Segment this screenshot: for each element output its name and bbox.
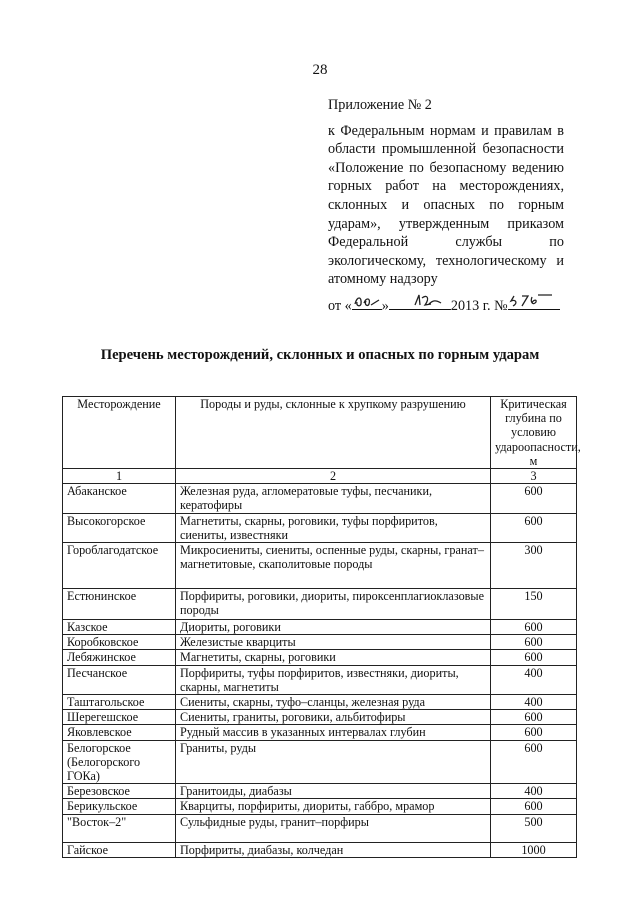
deposit-cell: Белогорское (Белогорского ГОКа): [63, 740, 176, 784]
depth-cell: 600: [491, 635, 577, 650]
rocks-cell: Сульфидные руды, гранит–порфиры: [176, 814, 491, 842]
depth-cell: 1000: [491, 842, 577, 857]
page-number: 28: [312, 62, 328, 78]
table-row: [63, 710, 577, 725]
handwritten-month: [389, 292, 451, 308]
depth-cell: 600: [491, 740, 577, 784]
rocks-cell: Порфириты, диабазы, колчедан: [176, 842, 491, 857]
depth-cell: 400: [491, 695, 577, 710]
table-row: [63, 589, 577, 620]
rocks-cell: Диориты, роговики: [176, 620, 491, 635]
depth-cell: 600: [491, 620, 577, 635]
rocks-cell: Железистые кварциты: [176, 635, 491, 650]
rocks-cell: Граниты, руды: [176, 740, 491, 784]
deposit-cell: Таштагольское: [63, 695, 176, 710]
deposit-cell: Берикульское: [63, 799, 176, 814]
header-depth: Критическая глубина по условию удароопасности, м: [491, 397, 577, 469]
appendix-title: Приложение № 2: [328, 97, 432, 113]
header-deposit: Месторождение: [63, 397, 176, 469]
table-row: [63, 620, 577, 635]
rocks-cell: Кварциты, порфириты, диориты, габбро, мрамор: [176, 799, 491, 814]
table-row: [63, 842, 577, 857]
column-number: 1: [63, 469, 176, 484]
deposit-cell: Лебяжинское: [63, 650, 176, 665]
rocks-cell: Порфириты, туфы порфиритов, известняки, диориты, скарны, магнетиты: [176, 665, 491, 694]
approval-date-line: [328, 294, 564, 315]
rocks-cell: Магнетиты, скарны, роговики, туфы порфиритов, сиениты, известняки: [176, 513, 491, 542]
appendix-body: к Федеральным нормам и правилам в области промышленной безопасности «Положение по безопасному ведению горных работ на месторождениях, склонных и опасных по горным ударам», утвержденным приказом Федеральной службы по экологическому, технологическому и атомному надзору: [328, 122, 564, 288]
document-title: Перечень месторождений, склонных и опасных по горным ударам: [100, 347, 540, 363]
rocks-cell: Железная руда, агломератовые туфы, песчаники, кератофиры: [176, 484, 491, 513]
column-number: 3: [491, 469, 577, 484]
date-mid: »: [381, 298, 389, 314]
deposit-cell: Высокогорское: [63, 513, 176, 542]
rocks-cell: Магнетиты, скарны, роговики: [176, 650, 491, 665]
deposit-cell: Гороблагодатское: [63, 543, 176, 589]
table-header-row: [63, 397, 577, 469]
table-row: [63, 814, 577, 842]
table-row: [63, 695, 577, 710]
depth-cell: 600: [491, 484, 577, 513]
depth-cell: 600: [491, 650, 577, 665]
rocks-cell: Сиениты, скарны, туфо–сланцы, железная руда: [176, 695, 491, 710]
column-number-row: [63, 469, 577, 484]
deposit-cell: Шерегешское: [63, 710, 176, 725]
depth-cell: 300: [491, 543, 577, 589]
rocks-cell: Гранитоиды, диабазы: [176, 784, 491, 799]
table-row: [63, 725, 577, 740]
deposit-cell: Яковлевское: [63, 725, 176, 740]
deposit-cell: Казское: [63, 620, 176, 635]
table-row: [63, 665, 577, 694]
rocks-cell: Порфириты, роговики, диориты, пироксенплагиоклазовые породы: [176, 589, 491, 620]
deposit-cell: Естюнинское: [63, 589, 176, 620]
table-row: [63, 513, 577, 542]
deposits-table: [62, 396, 581, 858]
rocks-cell: Рудный массив в указанных интервалах глубин: [176, 725, 491, 740]
depth-cell: 150: [491, 589, 577, 620]
deposit-cell: Гайское: [63, 842, 176, 857]
table-row: [63, 740, 577, 784]
table-row: [63, 784, 577, 799]
depth-cell: 400: [491, 665, 577, 694]
deposit-cell: Песчанское: [63, 665, 176, 694]
table-row: [63, 484, 577, 513]
depth-cell: 600: [491, 799, 577, 814]
table-row: [63, 650, 577, 665]
rocks-cell: Микросиениты, сиениты, оспенные руды, скарны, гранат–магнетитовые, скаполитовые породы: [176, 543, 491, 589]
order-number-field: [508, 294, 560, 310]
deposit-cell: Абаканское: [63, 484, 176, 513]
table-row: [63, 799, 577, 814]
date-prefix: от «: [328, 298, 352, 314]
handwritten-day: [352, 292, 382, 308]
depth-cell: 500: [491, 814, 577, 842]
deposit-cell: "Восток–2": [63, 814, 176, 842]
date-month-field: [389, 294, 451, 310]
date-day-field: [352, 294, 382, 310]
depth-cell: 600: [491, 513, 577, 542]
depth-cell: 600: [491, 710, 577, 725]
table-row: [63, 543, 577, 589]
appendix-block: [328, 96, 564, 289]
deposit-cell: Коробковское: [63, 635, 176, 650]
column-number: 2: [176, 469, 491, 484]
rocks-cell: Сиениты, граниты, роговики, альбитофиры: [176, 710, 491, 725]
depth-cell: 400: [491, 784, 577, 799]
depth-cell: 600: [491, 725, 577, 740]
table-row: [63, 635, 577, 650]
header-rocks: Породы и руды, склонные к хрупкому разрушению: [176, 397, 491, 469]
date-year: 2013 г. №: [450, 298, 508, 314]
deposit-cell: Березовское: [63, 784, 176, 799]
handwritten-number: [508, 292, 560, 308]
